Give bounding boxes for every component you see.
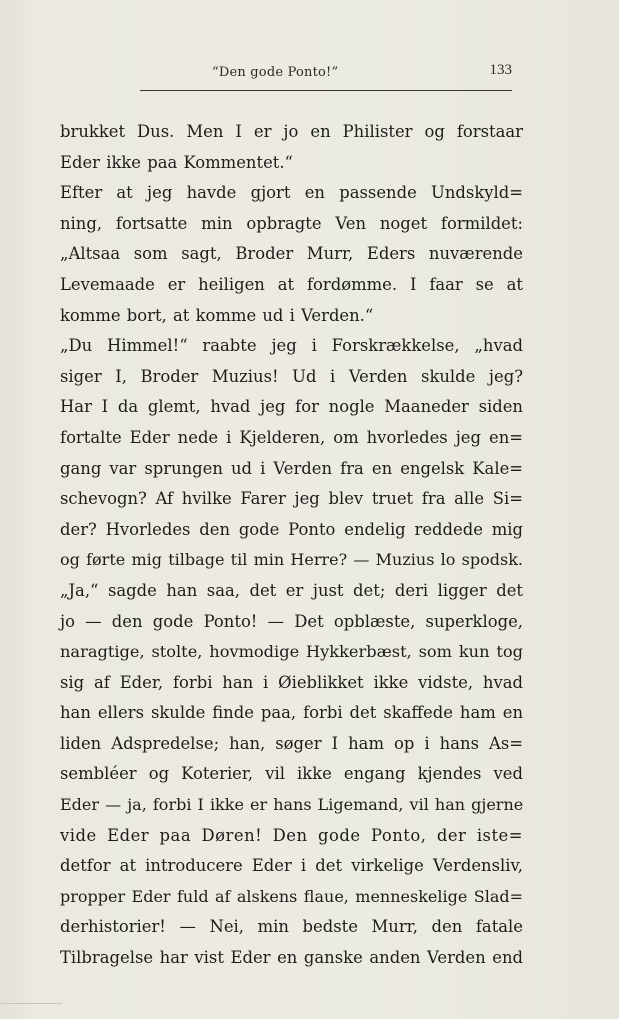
text-line: Efter at jeg havde gjort en passende Undskyld= (60, 183, 523, 203)
text-line: derhistorier! — Nei, min bedste Murr, den fatale (60, 917, 523, 937)
text-line: „Du Himmel!“ raabte jeg i Forskrækkelse, „hvad (60, 336, 523, 356)
running-header (140, 60, 512, 91)
text-line: liden Adspredelse; han, søger I ham op i hans As= (60, 733, 523, 753)
text-line: sembléer og Koterier, vil ikke engang kjendes ved (60, 764, 523, 784)
body-text (60, 117, 523, 974)
text-line: og førte mig tilbage til min Herre? — Muzius lo spodsk. (60, 550, 523, 570)
page-number: 133 (489, 62, 512, 78)
text-line: komme bort, at komme ud i Verden.“ (60, 305, 374, 325)
text-line: brukket Dus. Men I er jo en Philister og forstaar (60, 122, 523, 141)
text-line: detfor at introducere Eder i det virkelige Verdensliv, (60, 856, 523, 876)
text-line: naragtige, stolte, hovmodige Hykkerbæst, som kun tog (60, 642, 523, 662)
text-line: Eder ikke paa Kommentet.“ (60, 152, 293, 172)
text-line: ning, fortsatte min opbragte Ven noget formildet: (60, 213, 523, 233)
text-line: „Altsaa som sagt, Broder Murr, Eders nuværende (60, 244, 523, 264)
text-line: Tilbragelse har vist Eder en ganske anden Verden end (60, 948, 523, 968)
running-title: “Den gode Ponto!” (212, 65, 339, 80)
text-line: Eder — ja, forbi I ikke er hans Ligemand, vil han gjerne (60, 795, 524, 815)
text-line: gang var sprungen ud i Verden fra en engelsk Kale= (60, 458, 523, 478)
text-line: jo — den gode Ponto! — Det opblæste, superkloge, (60, 611, 523, 631)
text-line: vide Eder paa Døren! Den gode Ponto, der iste= (60, 825, 523, 845)
text-line: sig af Eder, forbi han i Øieblikket ikke vidste, hvad (60, 672, 523, 692)
text-line: Levemaade er heiligen at fordømme. I faar se at (60, 274, 523, 294)
text-line: Har I da glemt, hvad jeg for nogle Maaneder siden (60, 397, 523, 417)
text-line: han ellers skulde finde paa, forbi det skaffede ham en (60, 703, 523, 723)
text-line: fortalte Eder nede i Kjelderen, om hvorledes jeg en= (60, 427, 523, 447)
text-line: siger I, Broder Muzius! Ud i Verden skulde jeg? (60, 366, 523, 386)
text-line: schevogn? Af hvilke Farer jeg blev truet fra alle Si= (60, 489, 523, 509)
page-edge-mark (0, 1003, 62, 1004)
text-line: der? Hvorledes den gode Ponto endelig reddede mig (60, 519, 523, 539)
text-line: „Ja,“ sagde han saa, det er just det; deri ligger det (60, 580, 523, 600)
text-line: propper Eder fuld af alskens flaue, menneskelige Slad= (60, 886, 523, 906)
